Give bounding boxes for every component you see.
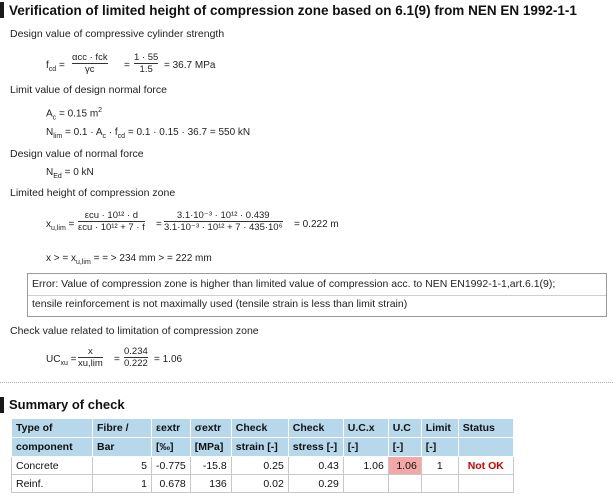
summary-header-row-2	[12, 438, 514, 457]
ucxu-formula: $UC_{xu}$ = $\frac{x}{xu,\lim}$ = $\frac{0.234}{0.222}$ = 1.06	[46, 346, 183, 369]
header-cell: Limit	[421, 419, 458, 438]
header-cell: component	[12, 438, 93, 457]
header-cell: [-]	[388, 438, 421, 457]
design-strength-heading: Design value of compressive cylinder strength	[10, 28, 225, 40]
table-cell: 1.06	[343, 457, 388, 475]
limit-force-heading: Limit value of design normal force	[10, 84, 167, 96]
table-cell: Concrete	[12, 457, 93, 475]
header-cell: strain [-]	[231, 438, 288, 457]
table-cell: Reinf.	[12, 475, 93, 493]
table-cell: 0.25	[231, 457, 288, 475]
table-cell: 0.02	[231, 475, 288, 493]
page-title: Verification of limited height of compression zone based on 6.1(9) from NEN EN 1992-1-1	[9, 3, 577, 18]
header-cell: [-]	[343, 438, 388, 457]
check-value-heading: Check value related to limitation of compression zone	[10, 325, 259, 337]
xulim-formula: $x_{u,lim}$ = εcu · 10¹² · d εcu · 10¹² + 7 · f = $\frac{\text{3.1·10⁻³ · 10¹² · 0.439}}{\text{3.1·10⁻³ · 10¹² + 7 · 435·10⁶}}$ = 0.222 m	[46, 210, 339, 233]
table-cell	[388, 475, 421, 493]
summary-header-row-1	[12, 419, 514, 438]
table-cell: 0.678	[152, 475, 191, 493]
nlim-formula: $N_{lim} = 0.1 \cdot A_c \cdot f_{cd} = 0.1 \cdot 0.15 \cdot 36.7 = 550$ kN	[46, 127, 251, 140]
header-cell: [‰]	[152, 438, 191, 457]
table-cell	[458, 475, 513, 493]
table-cell: 136	[190, 475, 231, 493]
section-divider	[0, 382, 613, 383]
title-bar-marker	[0, 2, 4, 18]
header-cell	[458, 438, 513, 457]
header-cell: Check	[288, 419, 343, 438]
table-cell: -0.775	[152, 457, 191, 475]
table-cell: -15.8	[190, 457, 231, 475]
error-line-1: Error: Value of compression zone is higher than limited value of compression acc. to NEN EN1992-1-1,art.6.1(9);	[32, 278, 556, 290]
header-cell: U.C	[388, 419, 421, 438]
ned-formula: $N_{Ed} = 0$ kN	[46, 167, 94, 180]
header-cell: Check	[231, 419, 288, 438]
summary-bar-marker	[0, 397, 4, 413]
summary-table	[11, 418, 514, 493]
table-cell: 1	[93, 475, 152, 493]
table-cell: 0.43	[288, 457, 343, 475]
table-cell: 1	[421, 457, 458, 475]
header-cell: [MPa]	[190, 438, 231, 457]
header-cell: Status	[458, 419, 513, 438]
table-row	[12, 457, 514, 475]
table-cell-highlighted: 1.06	[388, 457, 421, 475]
error-line-2: tensile reinforcement is not maximally used (tensile strain is less than limit strain)	[28, 295, 606, 313]
summary-title: Summary of check	[9, 397, 125, 412]
header-cell: Type of	[12, 419, 93, 438]
header-cell: [-]	[421, 438, 458, 457]
table-cell	[343, 475, 388, 493]
table-cell: 5	[93, 457, 152, 475]
normal-force-heading: Design value of normal force	[10, 148, 144, 160]
header-cell: Fibre /	[93, 419, 152, 438]
header-cell: Bar	[93, 438, 152, 457]
error-message-box	[27, 273, 607, 317]
table-cell: 0.29	[288, 475, 343, 493]
header-cell: σextr	[190, 419, 231, 438]
fcd-formula: $f_{cd}$ = αcc · fck γc = $\frac{1 \cdot 55}{1.5}$ = 36.7 MPa	[46, 52, 216, 75]
table-row	[12, 475, 514, 493]
header-cell: U.C.x	[343, 419, 388, 438]
header-cell: stress [-]	[288, 438, 343, 457]
header-cell: εextr	[152, 419, 191, 438]
limited-height-heading: Limited height of compression zone	[10, 187, 176, 199]
compare-formula: x > = $x_{u,lim}$ = = > 234 mm > = 222 mm	[46, 253, 212, 266]
ac-formula: $A_c = 0.15$ $m^2$	[46, 107, 103, 122]
table-cell	[421, 475, 458, 493]
status-badge: Not OK	[458, 457, 513, 475]
